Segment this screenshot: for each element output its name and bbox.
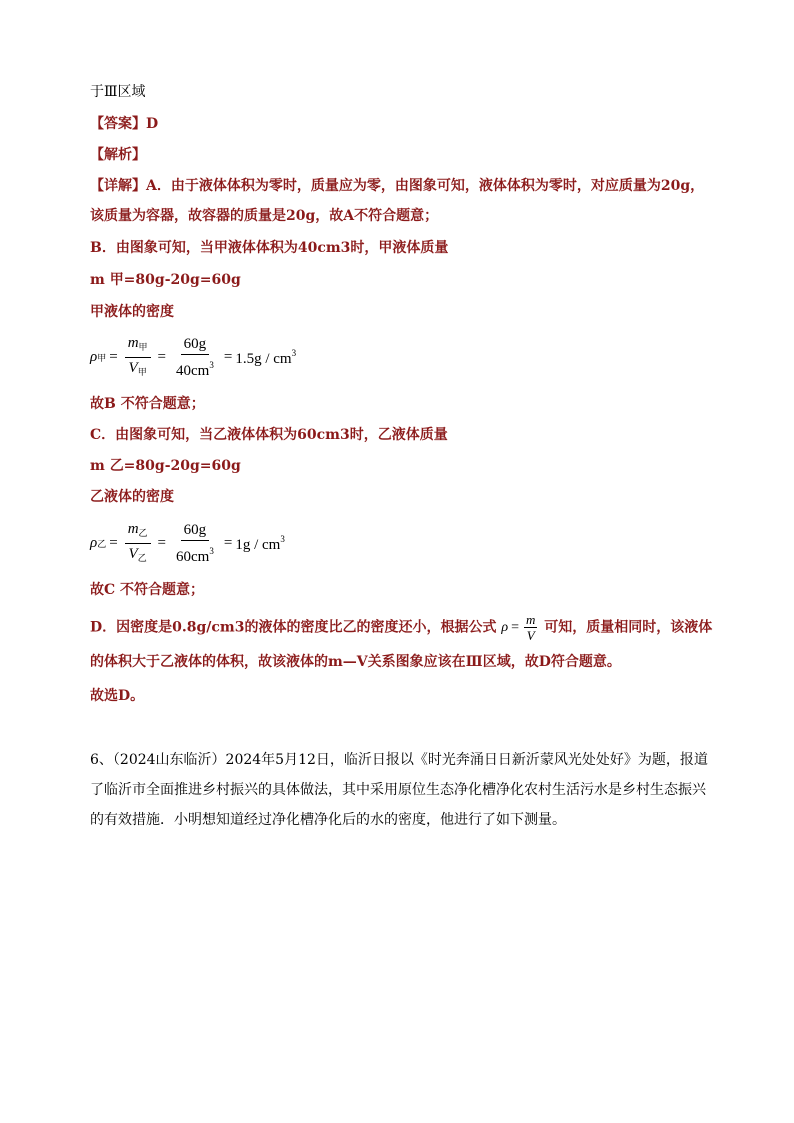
option-c-line-1: C．由图象可知，当乙液体体积为60cm3时，乙液体质量 <box>90 427 448 443</box>
inline-formula-density: ρ = $\frac{m}{V}$ <box>501 612 536 643</box>
volume-symbol: V <box>128 360 138 376</box>
denominator-exponent: 3 <box>209 360 214 370</box>
mass-over-volume-fraction <box>524 612 537 643</box>
mass-subscript: 甲 <box>138 342 148 352</box>
rho-subscript: 乙 <box>97 539 107 549</box>
rho-symbol: ρ <box>501 619 509 635</box>
mass-over-volume-fraction <box>125 520 151 567</box>
result-value: 1.5g / cm <box>235 350 292 367</box>
mass-symbol: m <box>127 335 139 351</box>
question-text: （2024山东临沂）2024年5月12日，临沂日报以《时光奔涌日日新沂蒙风光处处好》为题，报道了临沂市全面推进乡村振兴的具体做法，其中采用原位生态净化槽净化农村生活污水是乡村生态振兴的有效措施．小明想知道经过净化槽净化后的水的密度，他进行了如下测量。 <box>90 752 708 828</box>
fraction-numerator: 60g <box>181 521 210 541</box>
denominator-exponent: 3 <box>209 546 214 556</box>
analysis-label: 【解析】 <box>90 147 146 163</box>
result-value: 1g / cm <box>235 536 281 553</box>
rho-symbol: ρ <box>90 349 98 365</box>
formula-result <box>235 534 285 554</box>
value-fraction <box>173 521 217 566</box>
option-d-text-a: D．因密度是0.8g/cm3的液体的密度比乙的密度还小，根据公式 <box>90 619 497 636</box>
text-line-region: 于Ⅲ区域 <box>90 84 146 100</box>
option-b-line-3: 甲液体的密度 <box>90 304 174 320</box>
volume-symbol: V <box>128 546 138 562</box>
detail-line-1: 【详解】A．由于液体体积为零时，质量应为零，由图象可知，液体体积为零时，对应质量为20g， <box>90 178 705 194</box>
option-c-conclusion: 故C 不符合题意； <box>90 582 205 598</box>
option-c-line-2: m 乙=80g-20g=60g <box>90 458 241 474</box>
option-b-conclusion: 故B 不符合题意； <box>90 396 205 412</box>
option-b-line-2: m 甲=80g-20g=60g <box>90 272 241 288</box>
option-c-line-3: 乙液体的密度 <box>90 489 174 505</box>
volume-subscript: 甲 <box>137 367 147 377</box>
option-d-line-2: 的体积大于乙液体的体积，故该液体的m—V关系图象应该在Ⅲ区域，故D符合题意。 <box>90 654 621 670</box>
formula-density-jia: ρ 甲 = $\frac{m_甲}{V_甲}$ = $\frac{60g}{40cm^3}$ = $1.5g / cm^3$ <box>90 335 297 379</box>
formula-density-yi: ρ 乙 = $\frac{m_乙}{V_乙}$ = $\frac{60g}{60cm^3}$ = $1g / cm^3$ <box>90 521 285 565</box>
mass-over-volume-fraction <box>125 334 151 381</box>
rho-subscript: 甲 <box>97 353 107 363</box>
fraction-numerator: 60g <box>181 335 210 355</box>
fraction-denominator: 40cm <box>176 363 210 379</box>
detail-line-2: 该质量为容器，故容器的质量是20g，故A不符合题意； <box>90 208 439 224</box>
mass-subscript: 乙 <box>138 528 148 538</box>
value-fraction <box>173 335 217 380</box>
option-d-text-b: 可知，质量相同时，该液体 <box>544 619 713 636</box>
question-number: 6、 <box>90 752 113 768</box>
answer-label: 【答案】D <box>90 116 159 132</box>
fraction-denominator: 60cm <box>176 549 210 565</box>
final-choice: 故选D。 <box>90 688 145 704</box>
option-d-line-1 <box>90 612 712 643</box>
mass-symbol: m <box>526 612 536 627</box>
result-exponent: 3 <box>291 347 297 358</box>
option-b-line-1: B．由图象可知，当甲液体体积为40cm3时，甲液体质量 <box>90 240 449 256</box>
mass-symbol: m <box>127 521 139 537</box>
formula-result <box>235 348 296 368</box>
result-exponent: 3 <box>280 533 285 544</box>
volume-symbol: V <box>526 628 535 643</box>
rho-symbol: ρ <box>90 535 98 551</box>
volume-subscript: 乙 <box>137 553 147 563</box>
question-6 <box>90 745 710 835</box>
